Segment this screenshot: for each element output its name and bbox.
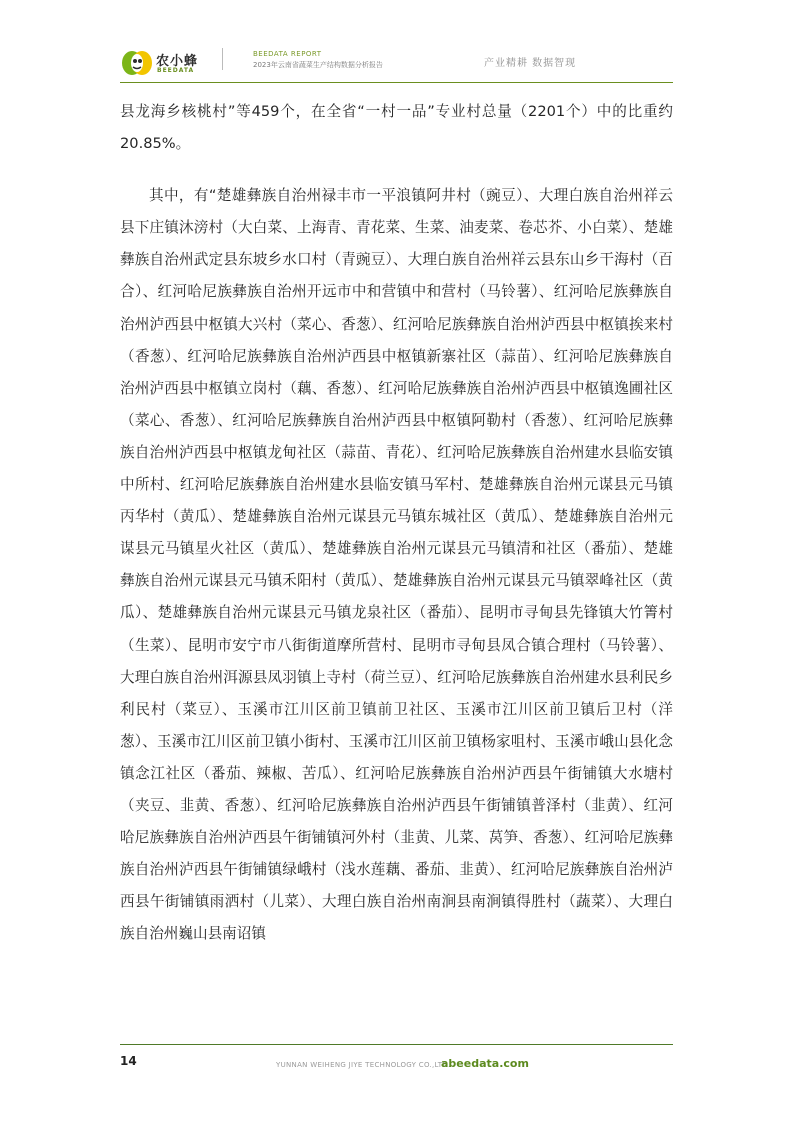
report-title: 2023年云南省蔬菜生产结构数据分析报告 — [253, 61, 383, 69]
footer-rule — [120, 1044, 673, 1045]
header-slogan: 产业精耕 数据智现 — [484, 58, 577, 69]
bee-logo-icon — [120, 46, 154, 78]
report-label-en: BEEDATA REPORT — [253, 50, 322, 58]
body-paragraph: 其中，有“楚雄彝族自治州禄丰市一平浪镇阿井村（豌豆）、大理白族自治州祥云县下庄镇沐滂村（大白菜、上海青、青花菜、生菜、油麦菜、卷芯芥、小白菜）、楚雄彝族自治州武定县东坡乡水口村（青豌豆）、大理白族自治州祥云县东山乡干海村（百合）、红河哈尼族彝族自治州开远市中和营镇中和营村（马铃薯）、红河哈尼族彝族自治州泸西县中枢镇大兴村（菜心、香葱）、红河哈尼族彝族自治州泸西县中枢镇挨来村（香葱）、红河哈尼族彝族自治州泸西县中枢镇新寨社区（蒜苗）、红河哈尼族彝族自治州泸西县中枢镇立岗村（藕、香葱）、红河哈尼族彝族自治州泸西县中枢镇逸圃社区（菜心、香葱）、红河哈尼族彝族自治州泸西县中枢镇阿勒村（香葱）、红河哈尼族彝族自治州泸西县中枢镇龙甸社区（蒜苗、青花）、红河哈尼族彝族自治州建水县临安镇中所村、红河哈尼族彝族自治州建水县临安镇马军村、楚雄彝族自治州元谋县元马镇丙华村（黄瓜）、楚雄彝族自治州元谋县元马镇东城社区（黄瓜）、楚雄彝族自治州元谋县元马镇星火社区（黄瓜）、楚雄彝族自治州元谋县元马镇清和社区（番茄）、楚雄彝族自治州元谋县元马镇禾阳村（黄瓜）、楚雄彝族自治州元谋县元马镇翠峰社区（黄瓜）、楚雄彝族自治州元谋县元马镇龙泉社区（番茄）、昆明市寻甸县先锋镇大竹箐村（生菜）、昆明市安宁市八街街道摩所营村、昆明市寻甸县凤合镇合理村（马铃薯）、大理白族自治州洱源县凤羽镇上寺村（荷兰豆）、红河哈尼族彝族自治州建水县利民乡利民村（菜豆）、玉溪市江川区前卫镇前卫社区、玉溪市江川区前卫镇后卫村（洋葱）、玉溪市江川区前卫镇小街村、玉溪市江川区前卫镇杨家咀村、玉溪市峨山县化念镇念江社区（番茄、辣椒、苦瓜）、红河哈尼族彝族自治州泸西县午街铺镇大水塘村（夹豆、韭黄、香葱）、红河哈尼族彝族自治州泸西县午街铺镇普泽村（韭黄）、红河哈尼族彝族自治州泸西县午街铺镇河外村（韭黄、儿菜、莴笋、香葱）、红河哈尼族彝族自治州泸西县午街铺镇绿峨村（浅水莲藕、番茄、韭黄）、红河哈尼族彝族自治州泸西县午街铺镇雨洒村（儿菜）、大理白族自治州南涧县南涧镇得胜村（蔬菜）、大理白族自治州巍山县南诏镇 — [120, 187, 673, 943]
header-divider — [222, 48, 223, 70]
body-content — [120, 96, 673, 950]
footer-website-link[interactable]: abeedata.com — [441, 1057, 529, 1070]
page-number: 14 — [120, 1054, 137, 1068]
body-paragraph: 县龙海乡核桃村”等459个，在全省“一村一品”专业村总量（2201个）中的比重约20.85%。 — [120, 103, 673, 153]
brand-logo — [120, 46, 230, 80]
header-rule — [120, 82, 673, 83]
brand-name: 农小蜂 — [156, 54, 199, 69]
page-header — [0, 0, 793, 90]
footer-company: YUNNAN WEIHENG JIYE TECHNOLOGY CO.,LTD. — [276, 1061, 451, 1069]
brand-subtitle: BEEDATA — [157, 67, 195, 74]
